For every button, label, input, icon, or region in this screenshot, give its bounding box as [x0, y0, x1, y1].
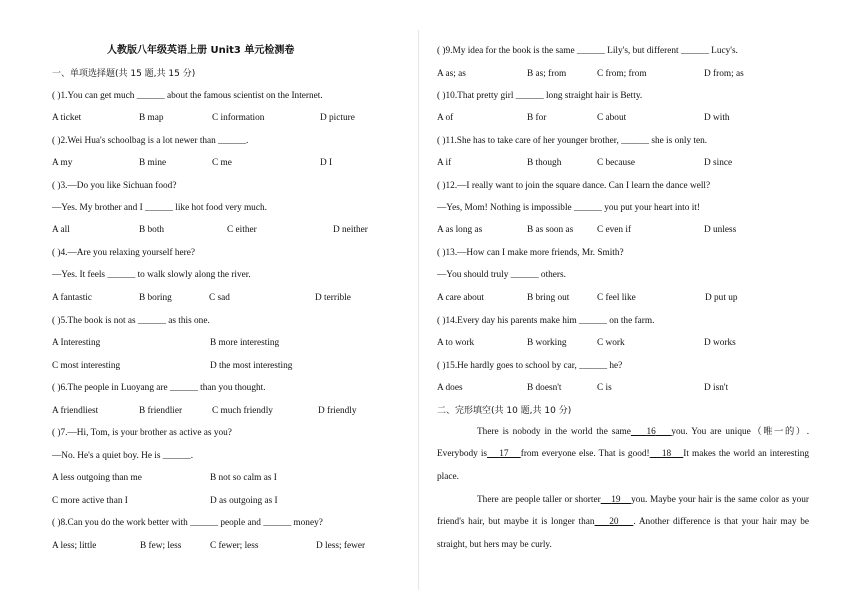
option-b: B more interesting [210, 338, 280, 348]
option-b: B both [139, 225, 165, 235]
option-c: C much friendly [212, 406, 273, 416]
option-a: A does [437, 383, 463, 393]
option-c: C information [212, 113, 265, 123]
option-d: D works [704, 338, 736, 348]
option-b: B doesn't [527, 383, 562, 393]
option-c: C even if [597, 225, 632, 235]
option-a: A all [52, 225, 70, 235]
question-stem: ( )9.My idea for the book is the same ______ Lily's, but different ______ Lucy's. [437, 46, 738, 56]
option-b: B few; less [140, 541, 182, 551]
option-d: D less; fewer [316, 541, 366, 551]
option-a: A of [437, 113, 454, 123]
option-b: B though [527, 158, 562, 168]
blank-17: 17 [499, 449, 509, 460]
blank-20: 20 [609, 517, 619, 528]
option-a: A as long as [437, 225, 483, 235]
option-c: C feel like [597, 293, 636, 303]
question-stem: ( )2.Wei Hua's schoolbag is a lot newer than ______. [52, 136, 249, 146]
option-c: C because [597, 158, 635, 168]
option-b: B bring out [527, 293, 570, 303]
question-stem: ( )14.Every day his parents make him ______ on the farm. [437, 316, 655, 326]
blank-18: 18 [661, 449, 672, 460]
option-a: A care about [437, 293, 484, 303]
option-c: C more active than I [52, 496, 128, 506]
option-a: A to work [437, 338, 475, 348]
option-b: B not so calm as I [210, 473, 277, 483]
option-a: A friendliest [52, 406, 99, 416]
blank-19: 19 [611, 495, 621, 505]
page-title: 人教版八年级英语上册 Unit3 单元检测卷 [107, 45, 295, 56]
question-stem: ( )3.—Do you like Sichuan food? [52, 181, 177, 191]
question-reply: —Yes. My brother and I ______ like hot food very much. [52, 203, 267, 213]
blank-16: 16 [646, 427, 656, 437]
question-stem: ( )6.The people in Luoyang are ______ than you thought. [52, 383, 266, 393]
cloze-paragraph-2: There are people taller or shorter 19 you. Maybe your hair is the same color as your friend's hair, but maybe it is longer than 20 . Another difference is that your hair may be straight, but hers may be curly. [437, 495, 810, 550]
option-d: D unless [704, 225, 737, 235]
option-a: A as; as [437, 69, 466, 79]
option-b: B boring [139, 293, 172, 303]
question-stem: ( )12.—I really want to join the square dance. Can I learn the dance well? [437, 181, 711, 191]
question-stem: ( )7.—Hi, Tom, is your brother as active as you? [52, 428, 232, 438]
option-b: B working [527, 338, 567, 348]
option-d: D as outgoing as I [210, 496, 278, 506]
question-reply: —Yes, Mom! Nothing is impossible ______ you put your heart into it! [437, 203, 700, 213]
option-b: B friendlier [139, 406, 183, 416]
option-d: D put up [705, 293, 738, 303]
option-a: A less; little [52, 541, 97, 551]
section-heading-single-choice: 一、单项选择题(共 15 题,共 15 分) [52, 69, 196, 79]
option-a: A ticket [52, 113, 82, 123]
option-b: B as; from [527, 69, 567, 79]
option-c: C sad [209, 293, 230, 303]
option-d: D since [704, 158, 733, 168]
question-stem: ( )4.—Are you relaxing yourself here? [52, 248, 196, 258]
option-b: B as soon as [527, 225, 574, 235]
question-stem: ( )15.He hardly goes to school by car, ______ he? [437, 361, 623, 371]
cloze-paragraph-1: There is nobody in the world the same 16 you. You are unique（唯一的）. Everybody is 17 from everyone else. That is good! 18 It makes the world an interesting place. [437, 427, 810, 482]
option-d: D terrible [315, 293, 351, 303]
question-reply: —Yes. It feels ______ to walk slowly along the river. [52, 270, 251, 280]
option-b: B map [139, 113, 164, 123]
option-d: D picture [320, 113, 355, 123]
option-c: C about [597, 113, 627, 123]
option-d: D neither [333, 225, 368, 235]
option-a: A my [52, 158, 73, 168]
question-stem: ( )5.The book is not as ______ as this one. [52, 316, 210, 326]
question-stem: ( )11.She has to take care of her younger brother, ______ she is only ten. [437, 136, 708, 146]
question-reply: —You should truly ______ others. [437, 270, 566, 280]
option-c: C most interesting [52, 361, 121, 371]
option-c: C work [597, 338, 625, 348]
option-d: D I [320, 158, 333, 168]
question-stem: ( )8.Can you do the work better with ______ people and ______ money? [52, 518, 323, 528]
option-d: D isn't [704, 383, 729, 393]
option-a: A Interesting [52, 338, 101, 348]
option-b: B for [527, 113, 547, 123]
option-d: D the most interesting [210, 361, 293, 371]
option-c: C either [227, 225, 257, 235]
option-d: D from; as [704, 69, 744, 79]
option-c: C me [212, 158, 232, 168]
question-stem: ( )1.You can get much ______ about the famous scientist on the Internet. [52, 91, 323, 101]
option-c: C fewer; less [210, 541, 259, 551]
option-c: C is [597, 383, 612, 393]
option-a: A less outgoing than me [52, 473, 142, 483]
question-stem: ( )10.That pretty girl ______ long straight hair is Betty. [437, 91, 643, 101]
option-b: B mine [139, 158, 167, 168]
option-a: A if [437, 158, 452, 168]
question-reply: —No. He's a quiet boy. He is ______. [52, 451, 194, 461]
option-c: C from; from [597, 69, 647, 79]
option-a: A fantastic [52, 293, 93, 303]
option-d: D friendly [318, 406, 357, 416]
section-heading-cloze: 二、完形填空(共 10 题,共 10 分) [437, 406, 572, 416]
question-stem: ( )13.—How can I make more friends, Mr. Smith? [437, 248, 624, 258]
column-divider [418, 30, 419, 590]
option-d: D with [704, 113, 730, 123]
